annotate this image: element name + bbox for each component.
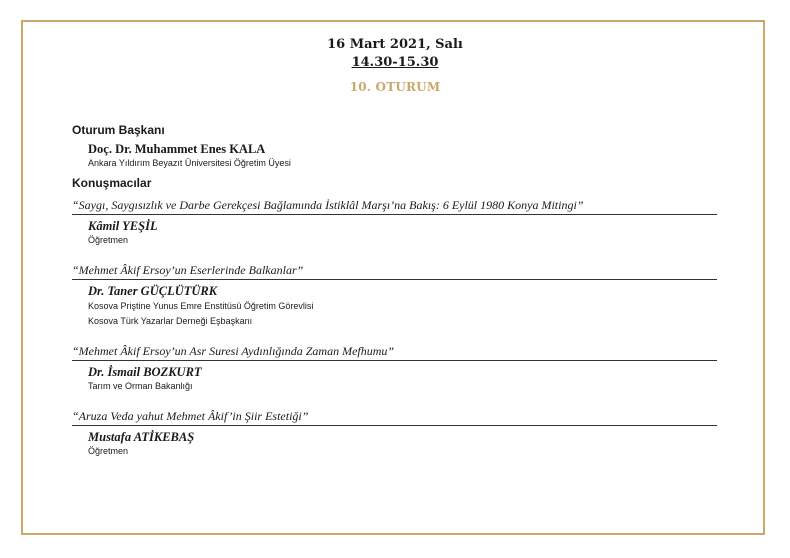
chair-name: Doç. Dr. Muhammet Enes KALA (88, 142, 266, 156)
session-time (0, 55, 790, 70)
speaker-name: Dr. İsmail BOZKURT (88, 365, 202, 379)
speaker-affiliation: Öğretmen (88, 235, 129, 245)
speaker-affiliation: Kosova Türk Yazarlar Derneği Eşbaşkanı (88, 316, 253, 326)
talk-title: “Mehmet Âkif Ersoy’un Asr Suresi Aydınlığında Zaman Mefhumu” (72, 344, 717, 361)
speaker-affiliation: Tarım ve Orman Bakanlığı (88, 381, 193, 391)
speaker-affiliation: Öğretmen (88, 446, 129, 456)
talk-title: “Saygı, Saygısızlık ve Darbe Gerekçesi Bağlamında İstiklâl Marşı’na Bakış: 6 Eylül 1980 Konya Mitingi” (72, 198, 717, 215)
talk-title: “Aruza Veda yahut Mehmet Âkif’in Şiir Estetiği” (72, 409, 717, 426)
speakers-heading: Konuşmacılar (72, 176, 152, 190)
speaker (72, 283, 717, 327)
session-time-text: 14.30-15.30 (351, 55, 439, 70)
speaker-name: Dr. Taner GÜÇLÜTÜRK (88, 284, 218, 298)
speaker (72, 364, 717, 392)
session-date: 16 Mart 2021, Salı (327, 37, 463, 52)
talk-item (72, 409, 717, 457)
speaker-affiliation: Kosova Priştine Yunus Emre Enstitüsü Öğretim Görevlisi (88, 301, 314, 311)
chair-heading: Oturum Başkanı (72, 123, 165, 137)
chair-person (72, 141, 717, 169)
session-number: 10. OTURUM (349, 80, 441, 94)
talk-item (72, 198, 717, 246)
speaker-name: Mustafa ATİKEBAŞ (88, 430, 195, 444)
speaker-name: Kâmil YEŞİL (88, 219, 158, 233)
talk-item (72, 344, 717, 392)
talk-item (72, 263, 717, 327)
program-content (72, 122, 717, 466)
speaker (72, 429, 717, 457)
speaker (72, 218, 717, 246)
talk-title: “Mehmet Âkif Ersoy’un Eserlerinde Balkanlar” (72, 263, 717, 280)
chair-affiliation: Ankara Yıldırım Beyazıt Üniversitesi Öğretim Üyesi (88, 158, 291, 168)
